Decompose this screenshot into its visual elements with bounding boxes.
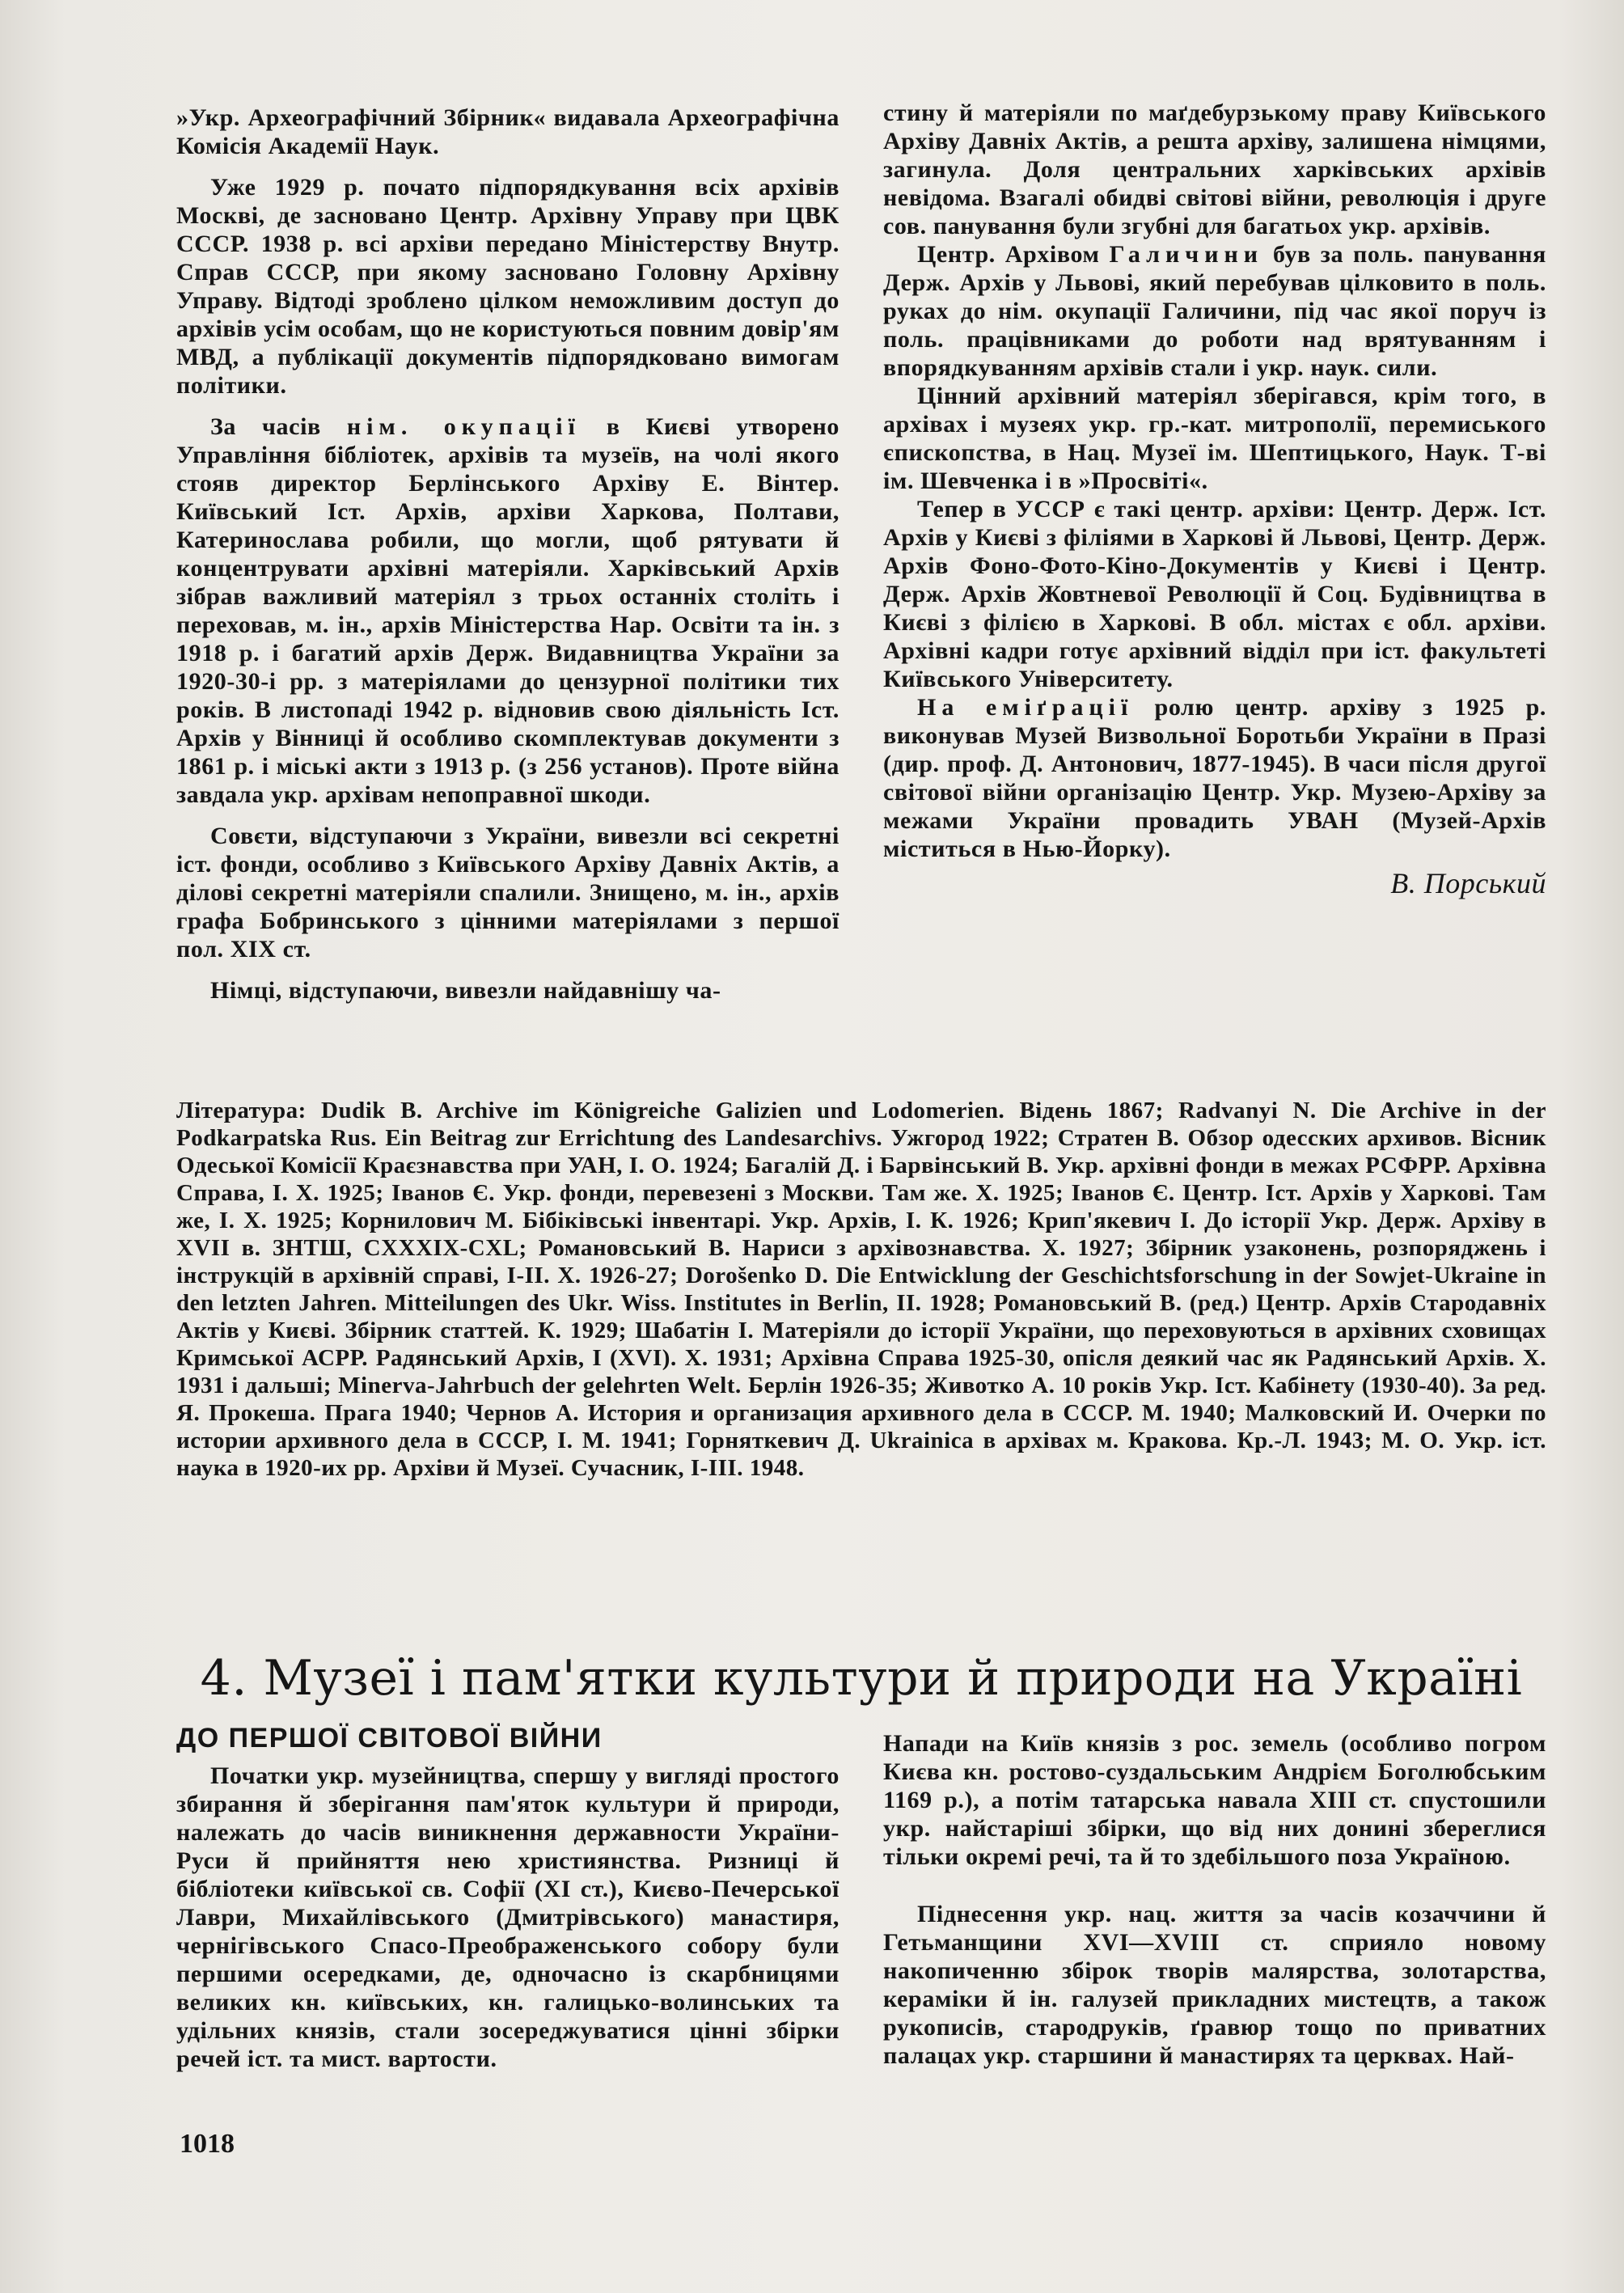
paragraph: »Укр. Археографічний Збірник« видавала Археографічна Комісія Академії Наук. [176, 104, 839, 159]
text-column-bottom-left [176, 1762, 839, 2073]
paragraph: Напади на Київ князів з рос. земель (особливо погром Києва кн. ростово-суздальським Андрієм Боголюбським 1169 р.), а потім татарська навала XIII ст. спустошили укр. найстаріші збірки, що від них донині збереглися тільки окремі речі, та й то здебільшого поза Україною. [883, 1730, 1546, 1870]
paragraph: Уже 1929 р. почато підпорядкування всіх архівів Москві, де засновано Центр. Архівну Управу при ЦВК СССР. 1938 р. всі архіви передано Міністерству Внутр. Справ СССР, при якому засновано Головну Архівну Управу. Відтоді зроблено цілком неможливим доступ до архівів усім особам, що не користуються повним довір'ям МВД, а публікації документів підпорядковано вимогам політики. [176, 174, 839, 399]
page-number: 1018 [180, 2129, 235, 2159]
paragraph [883, 240, 1546, 382]
paragraph-text: був за поль. панування Держ. Архів у Львові, який перебував цілковито в поль. руках до нім. окупації Галичини, під час якої поруч із поль. працівниками до роботи над врятуванням і впорядкуванням архівів стали і укр. наук. сили. [883, 241, 1546, 381]
paragraph-text: ролю центр. архіву з 1925 р. виконував Музей Визвольної Боротьби України в Празі (дир. проф. Д. Антонович, 1877-1945). В часи після другої світової війни організацію Центр. Укр. Музею-Архіву за межами України провадить УВАН (Музей-Архів міститься в Нью-Йорку). [883, 694, 1547, 862]
section-heading: 4. Музеї і пам'ятки культури й природи на Україні [200, 1650, 1523, 1707]
spaced-emphasis: нім. окупації [346, 413, 581, 440]
paragraph: Початки укр. музейництва, спершу у вигляді простого збирання й зберігання пам'яток культури й природи, належать до часів виникнення державности України-Руси й прийняття нею християнства. Ризниці й бібліотеки київської св. Софії (XI ст.), Києво-Печерської Лаври, Михайлівського (Дмитрівського) манастиря, чернігівського Спасо-Преображенського собору були першими осередками, де, одночасно із скарбницями великих кн. київських, кн. галицько-волинських та удільних князів, стали зосереджуватися цінні збірки речей іст. та мист. вартости. [176, 1762, 839, 2072]
paragraph: Совєти, відступаючи з України, вивезли всі секретні іст. фонди, особливо з Київського Архіву Давніх Актів, а ділові секретні матеріяли спалили. Знищено, м. ін., архів графа Бобринського з цінними матеріялами з першої пол. XIX ст. [176, 823, 839, 962]
spaced-emphasis: На еміґрації [917, 694, 1134, 721]
paragraph-text: в Києві утворено Управління бібліотек, архівів та музеїв, на чолі якого стояв директор Берлінського Архіву Е. Вінтер. Київський Іст. Архів, архіви Харкова, Полтави, Катеринослава робили, що могли, щоб рятувати й концентрувати архівні матеріяли. Харківський Архів зібрав важливий матеріял з трьох останніх століть і переховав, м. ін., архів Міністерства Нар. Освіти та ін. з 1918 р. і багатий архів Держ. Видавництва України за 1920-30-і рр. з матеріялами до цензурної політики тих років. В листопаді 1942 р. відновив свою діяльність Іст. Архів у Вінниці й особливо скомплектував документи з 1861 р. і міські акти з 1913 р. (з 256 установ). Проте війна завдала укр. архівам непоправної шкоди. [176, 413, 840, 808]
paragraph: Піднесення укр. нац. життя за часів козаччини й Гетьманщини XVI—XVIII ст. сприяло новому накопиченню збірок творів малярства, золотарства, кераміки й ін. галузей прикладних мистецтв, а також рукописів, стародруків, ґравюр тощо по приватних палацах укр. старшини й манастирях та церквах. Най- [883, 1901, 1546, 2069]
text-column-top-right [883, 99, 1546, 898]
paragraph: Цінний архівний матеріял зберігався, крім того, в архівах і музеях укр. гр.-кат. митрополії, перемиського єпископства, в Нац. Музеї ім. Шептицького, Наук. Т-ві ім. Шевченка і в »Просвіті«. [883, 383, 1546, 494]
paragraph: Тепер в УССР є такі центр. архіви: Центр. Держ. Іст. Архів у Києві з філіями в Харкові й Львові, Центр. Держ. Архів Фоно-Фото-Кіно-Документів у Києві і Центр. Держ. Архів Жовтневої Революції й Соц. Будівництва в Києві з філією в Харкові. В обл. містах є обл. архіви. Архівні кадри готує архівний відділ при іст. факультеті Київського Університету. [883, 496, 1546, 692]
paragraph-lead: За часів [210, 413, 321, 440]
paragraph: Німці, відступаючи, вивезли найдавнішу ча- [210, 977, 721, 1004]
text-column-top-left [176, 104, 839, 1005]
paragraph [883, 693, 1546, 863]
paragraph [176, 412, 839, 809]
paragraph-lead: Центр. Архівом [917, 241, 1100, 268]
paragraph: стину й матеріяли по маґдебурзькому праву Київського Архіву Давніх Актів, а решта архіву, залишена німцями, загинула. Доля центральних харківських архівів невідома. Взагалі обидві світові війни, революція і друге сов. панування були згубні для багатьох укр. архівів. [883, 99, 1546, 239]
literature-list: Література: Dudik B. Archive im Königreiche Galizien und Lodomerien. Відень 1867; Radvanyi N. Die Archive in der Podkarpatska Rus. Ein Beitrag zur Errichtung des Landesarchivs. Ужгород 1922; Стратен В. Обзор одесских архивов. Вісник Одеської Комісії Краєзнавства при УАН, I. О. 1924; Багалій Д. і Барвінський В. Укр. архівні фонди в межах РСФРР. Архівна Справа, I. Х. 1925; Іванов Є. Укр. фонди, перевезені з Москви. Там же. Х. 1925; Іванов Є. Центр. Іст. Архів у Харкові. Там же, I. Х. 1925; Корнилович М. Бібіківські інвентарі. Укр. Архів, I. К. 1926; Крип'якевич І. До історії Укр. Держ. Архіву в XVII в. ЗНТШ, CXXXIX-CXL; Романовський В. Нариси з архівознавства. Х. 1927; Збірник узаконень, розпоряджень і інструкцій в архівній справі, I-II. Х. 1926-27; Dorošenko D. Die Entwicklung der Geschichtsforschung in der Sowjet-Ukraine in den letzten Jahren. Mitteilungen des Ukr. Wiss. Institutes in Berlin, II. 1928; Романовський В. (ред.) Центр. Архів Стародавніх Актів у Києві. Збірник статтей. К. 1929; Шабатін І. Матеріяли до історії України, що переховуються в архівних сховищах Кримської АСРР. Радянський Архів, I (XVI). Х. 1931; Архівна Справа 1925-30, опісля деякий час як Радянський Архів. Х. 1931 і дальші; Minerva-Jahrbuch der gelehrten Welt. Берлін 1926-35; Животко А. 10 років Укр. Іст. Кабінету (1930-40). За ред. Я. Прокеша. Прага 1940; Чернов А. История и организация архивного дела в СССР. М. 1940; Малковский И. Очерки по истории архивного дела в СССР, I. М. 1941; Горняткевич Д. Ukrainica в архівах м. Кракова. Кр.-Л. 1943; М. О. Укр. іст. наука в 1920-их рр. Архіви й Музеї. Сучасник, I-III. 1948. [176, 1098, 1546, 1481]
spaced-emphasis: Галичини [1109, 241, 1264, 268]
author-signature: В. Порський [1390, 867, 1546, 899]
subsection-heading: ДО ПЕРШОЇ СВІТОВОЇ ВІЙНИ [176, 1723, 603, 1754]
text-column-bottom-right [883, 1729, 1546, 2070]
